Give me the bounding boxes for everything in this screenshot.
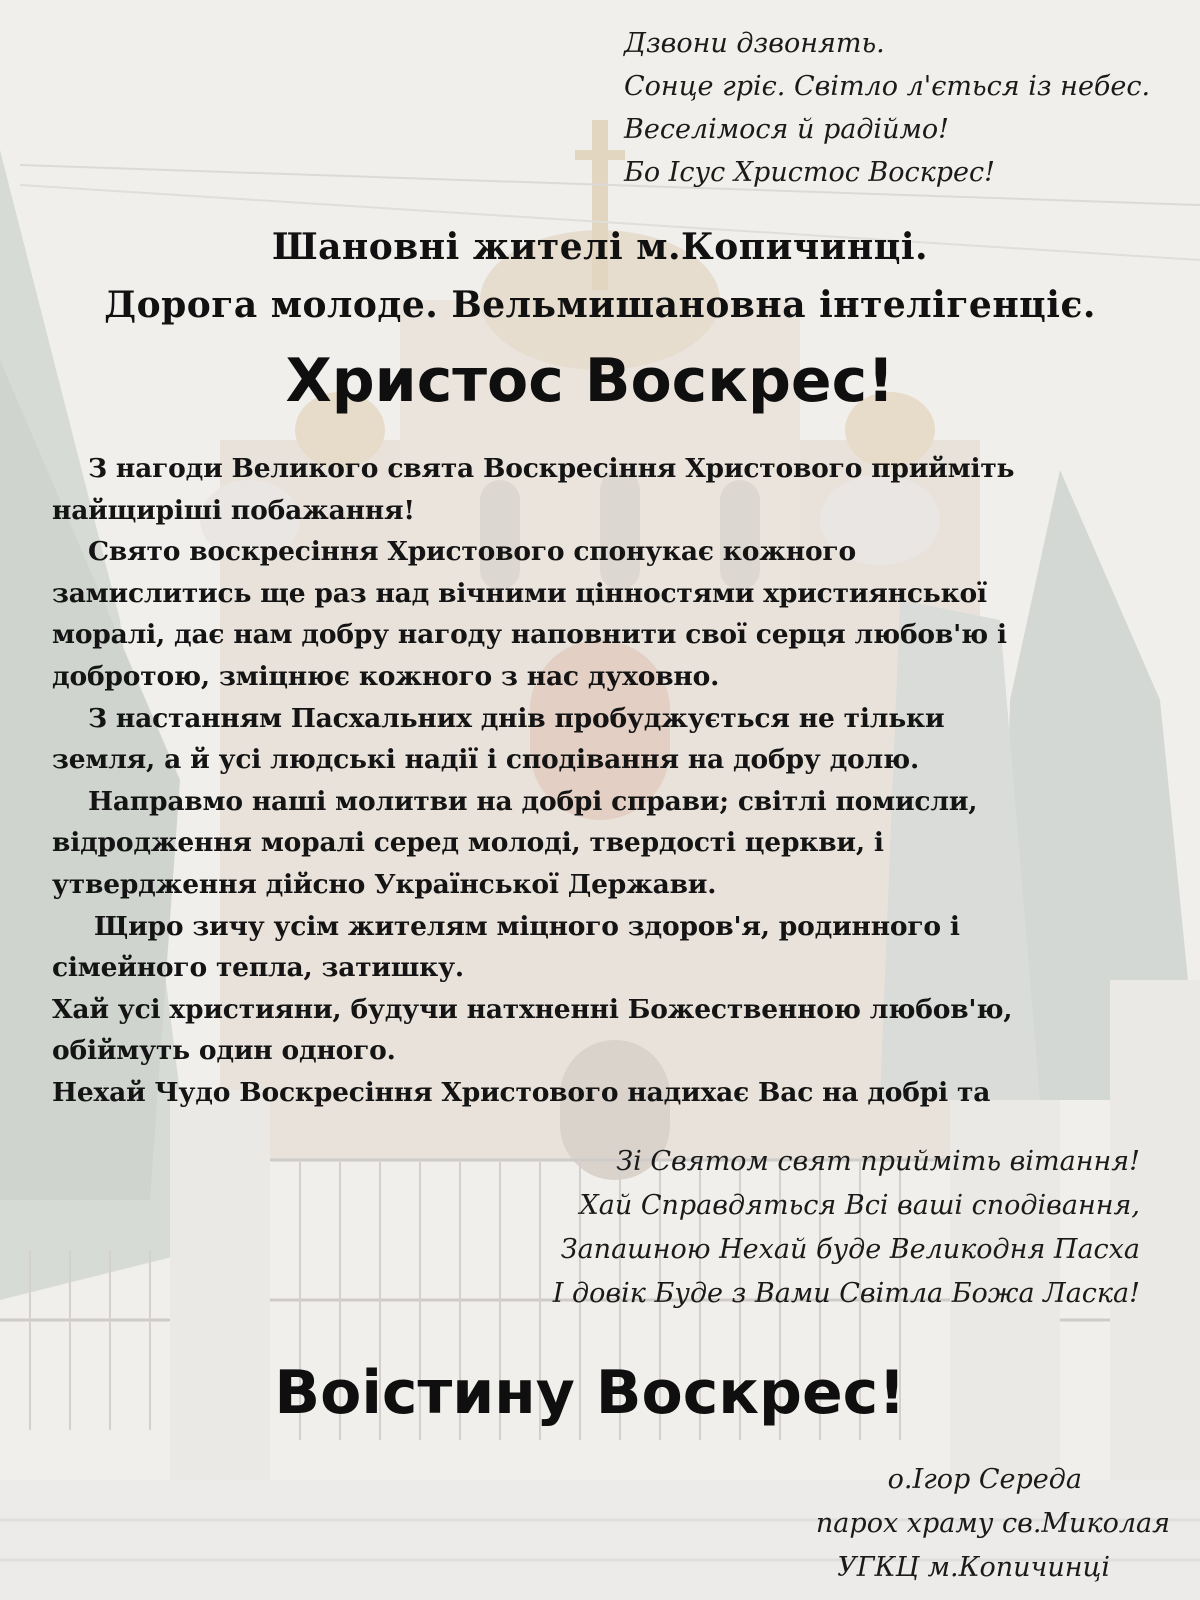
- headline-christ-is-risen: Христос Воскрес!: [285, 346, 895, 416]
- body-line: земля, а й усі людські надії і сподівання на добру долю.: [52, 744, 919, 776]
- body-line: З настанням Пасхальних днів пробуджується не тільки: [88, 702, 945, 734]
- greeting-line-residents: Шановні жителі м.Копичинці.: [271, 226, 929, 268]
- bottom-poem-line: І довік Буде з Вами Світла Божа Ласка!: [552, 1278, 1140, 1309]
- body-line: Направмо наші молитви на добрі справи; світлі помисли,: [88, 785, 978, 817]
- bottom-poem: [440, 1140, 1140, 1316]
- signature-place: УГКЦ м.Копичинці: [837, 1552, 1110, 1583]
- top-poem: [624, 22, 1194, 194]
- body-line: добротою, зміцнює кожного з нас духовно.: [52, 660, 720, 692]
- greeting-body: [52, 448, 1182, 1114]
- signature-name: о.Ігор Середа: [887, 1464, 1082, 1495]
- signature-role: парох храму св.Миколая: [815, 1508, 1170, 1539]
- body-line: Нехай Чудо Воскресіння Христового надихає Вас на добрі та: [52, 1076, 991, 1108]
- body-line: Щиро зичу усім жителям міцного здоров'я, родинного і: [94, 910, 960, 942]
- bottom-poem-line: Зі Святом свят прийміть вітання!: [616, 1146, 1140, 1177]
- body-line: моралі, дає нам добру нагоду наповнити свої серця любов'ю і: [52, 619, 1007, 651]
- top-poem-line: Дзвони дзвонять.: [624, 28, 885, 59]
- top-poem-line: Сонце гріє. Світло л'ється із небес.: [624, 71, 1151, 102]
- body-line: Хай усі християни, будучи натхненні Божественною любов'ю,: [52, 993, 1013, 1025]
- body-line: замислитись ще раз над вічними цінностями християнської: [52, 577, 987, 609]
- body-line: найщиріші побажання!: [52, 494, 415, 526]
- body-line: обіймуть один одного.: [52, 1035, 396, 1067]
- body-line: утвердження дійсно Української Держави.: [52, 868, 717, 900]
- top-poem-line: Бо Ісус Христос Воскрес!: [624, 157, 995, 188]
- bottom-poem-line: Запашною Нехай буде Великодня Пасха: [560, 1234, 1140, 1265]
- body-line: Свято воскресіння Христового спонукає кожного: [88, 536, 856, 568]
- body-line: З нагоди Великого свята Воскресіння Христового прийміть: [88, 453, 1015, 484]
- top-poem-line: Веселімося й радіймо!: [624, 114, 949, 145]
- signature-block: [670, 1458, 1170, 1590]
- closing-truly-risen: Воістину Воскрес!: [274, 1358, 906, 1428]
- body-line: сімейного тепла, затишку.: [52, 952, 464, 984]
- body-line: відродження моралі серед молоді, твердості церкви, і: [52, 827, 884, 859]
- greeting-line-youth: Дорога молоде. Вельмишановна інтелігенціє.: [104, 284, 1096, 326]
- bottom-poem-line: Хай Справдяться Всі ваші сподівання,: [579, 1190, 1140, 1221]
